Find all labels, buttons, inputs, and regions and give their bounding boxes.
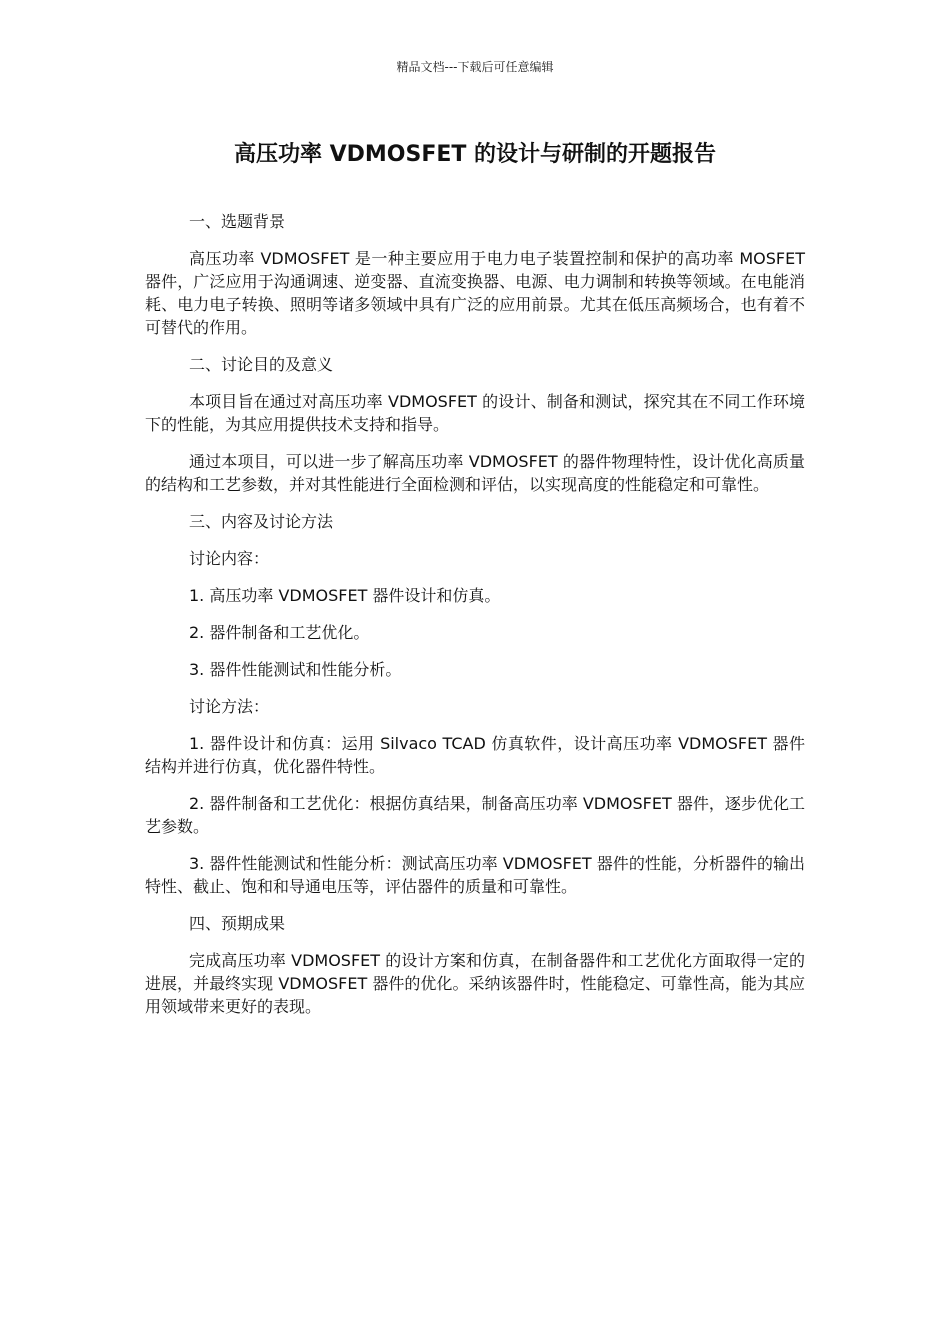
paragraph-expected-results: 完成高压功率 VDMOSFET 的设计方案和仿真，在制备器件和工艺优化方面取得一定的进展，并最终实现 VDMOSFET 器件的优化。采纳该器件时，性能稳定、可靠性高，能为其应用领域带来更好的表现。	[145, 951, 805, 1016]
subheading-methods: 讨论方法：	[189, 697, 270, 716]
paragraph-background: 高压功率 VDMOSFET 是一种主要应用于电力电子装置控制和保护的高功率 MOSFET 器件，广泛应用于沟通调速、逆变器、直流变换器、电源、电力调制和转换等领域。在电能消耗、电力电子转换、照明等诸多领域中具有广泛的应用前景。尤其在低压高频场合，也有着不可替代的作用。	[145, 249, 805, 337]
list-item-content-2: 2. 器件制备和工艺优化。	[189, 623, 370, 642]
page-header-note: 精品文档---下载后可任意编辑	[396, 60, 554, 74]
document-body	[145, 210, 805, 1032]
section-heading-background: 一、选题背景	[189, 212, 286, 231]
section-heading-expected-results: 四、预期成果	[189, 914, 286, 933]
paragraph-purpose-2: 通过本项目，可以进一步了解高压功率 VDMOSFET 的器件物理特性，设计优化高质量的结构和工艺参数，并对其性能进行全面检测和评估，以实现高度的性能稳定和可靠性。	[145, 452, 805, 494]
list-item-content-1: 1. 高压功率 VDMOSFET 器件设计和仿真。	[189, 586, 501, 605]
list-item-method-2: 2. 器件制备和工艺优化：根据仿真结果，制备高压功率 VDMOSFET 器件，逐步优化工艺参数。	[145, 794, 805, 836]
paragraph-purpose-1: 本项目旨在通过对高压功率 VDMOSFET 的设计、制备和测试，探究其在不同工作环境下的性能，为其应用提供技术支持和指导。	[145, 392, 805, 434]
section-heading-content-methods: 三、内容及讨论方法	[189, 512, 334, 531]
section-heading-purpose: 二、讨论目的及意义	[189, 355, 334, 374]
list-item-content-3: 3. 器件性能测试和性能分析。	[189, 660, 402, 679]
document-title: 高压功率 VDMOSFET 的设计与研制的开题报告	[233, 142, 717, 167]
subheading-content: 讨论内容：	[189, 549, 270, 568]
list-item-method-1: 1. 器件设计和仿真：运用 Silvaco TCAD 仿真软件，设计高压功率 VDMOSFET 器件结构并进行仿真，优化器件特性。	[145, 734, 805, 776]
list-item-method-3: 3. 器件性能测试和性能分析：测试高压功率 VDMOSFET 器件的性能，分析器件的输出特性、截止、饱和和导通电压等，评估器件的质量和可靠性。	[145, 854, 805, 896]
